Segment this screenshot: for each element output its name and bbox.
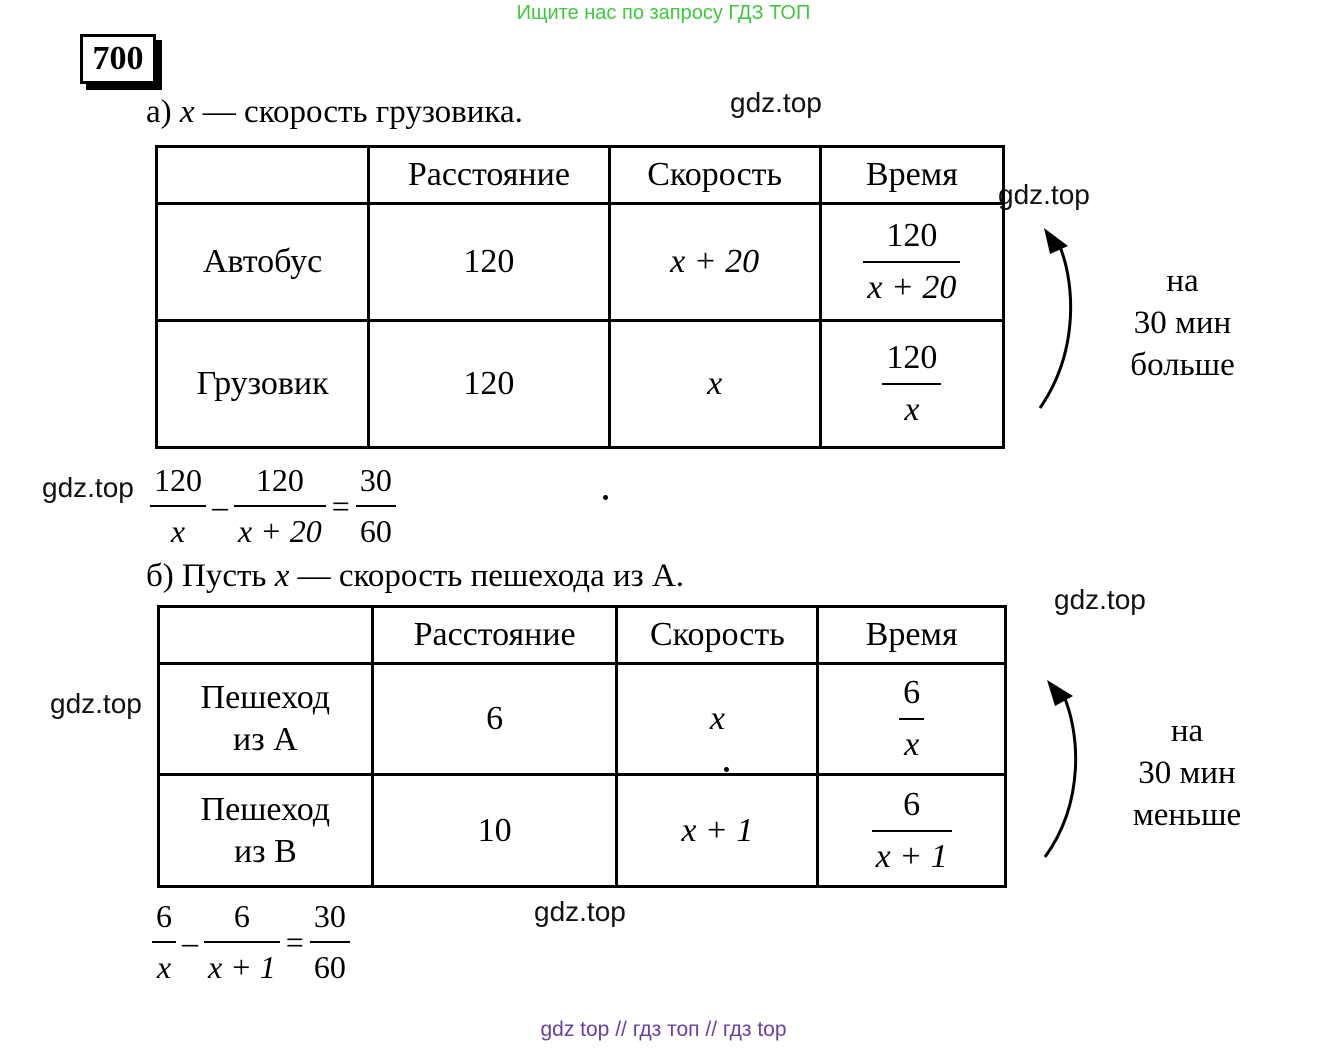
part-b-time-note [1112,710,1262,836]
equation-fraction [310,898,350,986]
note-line: 30 мин [1138,755,1236,791]
speed-cell: x + 20 [609,204,820,321]
fraction-denominator: x + 20 [867,269,957,306]
table-header-row [157,147,1004,204]
part-b-heading-variable: x [274,558,290,594]
curved-arrow-icon [1020,220,1090,420]
fraction-denominator: x + 20 [238,513,322,549]
time-cell [818,775,1006,887]
watermark: gdz.top [42,472,134,503]
distance-cell: 6 [372,664,617,775]
equation-fraction [204,898,280,986]
header-distance: Расстояние [372,607,617,664]
fraction-denominator: x + 1 [208,949,276,985]
table-row [157,204,1004,321]
fraction-denominator: x [904,391,920,428]
note-line: на [1166,263,1199,299]
fraction-denominator: x [170,513,186,549]
fraction-numerator: 6 [903,674,921,711]
header-time: Время [820,147,1003,204]
minus-sign: – [212,487,228,524]
part-b-equation [152,898,350,986]
banner-text[interactable]: Ищите нас по запросу ГДЗ ТОП [516,2,811,24]
header-time: Время [818,607,1006,664]
note-line: больше [1130,347,1235,383]
part-b-heading-text: — скорость пешехода из А. [289,558,685,594]
time-fraction [882,339,941,429]
header-empty-cell [157,147,369,204]
fraction-denominator: x [156,949,172,985]
distance-cell: 10 [372,775,617,887]
fraction-numerator: 30 [359,462,392,498]
fraction-numerator: 30 [313,898,346,934]
equation-fraction [234,462,326,550]
part-b-table [157,605,1007,888]
row-label-pedestrian-b [159,775,373,887]
row-label-line: из А [233,721,298,758]
time-fraction [899,674,924,764]
watermark: gdz.top [534,896,626,927]
equation-fraction [150,462,206,550]
curved-arrow-icon [1025,672,1095,867]
watermark: gdz.top [998,179,1090,210]
part-a-heading-variable: x [179,94,195,130]
part-a-heading-text: — скорость грузовика. [194,94,523,130]
fraction-denominator: x [904,726,920,763]
equals-sign: = [285,923,304,960]
time-cell [820,204,1003,321]
scan-speck [603,495,608,500]
header-distance: Расстояние [369,147,609,204]
fraction-numerator: 6 [156,898,172,934]
watermark: gdz.top [1054,584,1146,615]
table-row [159,775,1006,887]
fraction-denominator: 60 [313,949,346,985]
footer-text[interactable]: gdz top // гдз топ // гдз top [540,1018,787,1041]
table-row [157,321,1004,448]
row-label-bus: Автобус [157,204,369,321]
time-cell [818,664,1006,775]
fraction-numerator: 120 [255,462,304,498]
fraction-numerator: 120 [886,339,938,376]
minus-sign: – [182,923,198,960]
header-empty-cell [159,607,373,664]
equals-sign: = [331,487,350,524]
distance-cell: 120 [369,204,609,321]
distance-cell: 120 [369,321,609,448]
row-label-pedestrian-a [159,664,373,775]
part-a-equation [150,462,396,550]
fraction-denominator: 60 [359,513,392,549]
note-line: на [1170,713,1204,749]
fraction-numerator: 6 [903,785,921,823]
fraction-numerator: 6 [233,898,250,934]
watermark: gdz.top [50,688,142,719]
time-cell [820,321,1003,448]
header-speed: Скорость [617,607,818,664]
time-fraction [863,217,960,307]
row-label-line: Пешеход [200,790,331,828]
table-header-row [159,607,1006,664]
speed-cell: x + 1 [617,775,818,887]
part-b-heading [146,558,684,595]
part-a-table [155,145,1005,449]
part-a-heading [146,94,523,131]
row-label-line: Пешеход [200,679,331,716]
equation-fraction [356,462,396,550]
watermark: gdz.top [730,87,822,118]
part-b-heading-prefix: б) Пусть [146,558,275,594]
fraction-numerator: 120 [154,462,202,498]
equation-fraction [152,898,176,986]
part-a-time-note [1110,260,1255,386]
problem-number: 700 [80,34,156,84]
speed-cell: x [609,321,820,448]
part-a-heading-prefix: а) [146,94,180,130]
speed-cell: x [617,664,818,775]
note-line: меньше [1132,797,1242,833]
note-line: 30 мин [1133,305,1232,341]
table-row [159,664,1006,775]
fraction-numerator: 120 [886,217,938,254]
fraction-denominator: x + 1 [875,837,948,875]
scan-speck [724,767,729,772]
time-fraction [872,786,952,876]
row-label-line: из В [233,832,297,870]
header-speed: Скорость [609,147,820,204]
row-label-truck: Грузовик [157,321,369,448]
